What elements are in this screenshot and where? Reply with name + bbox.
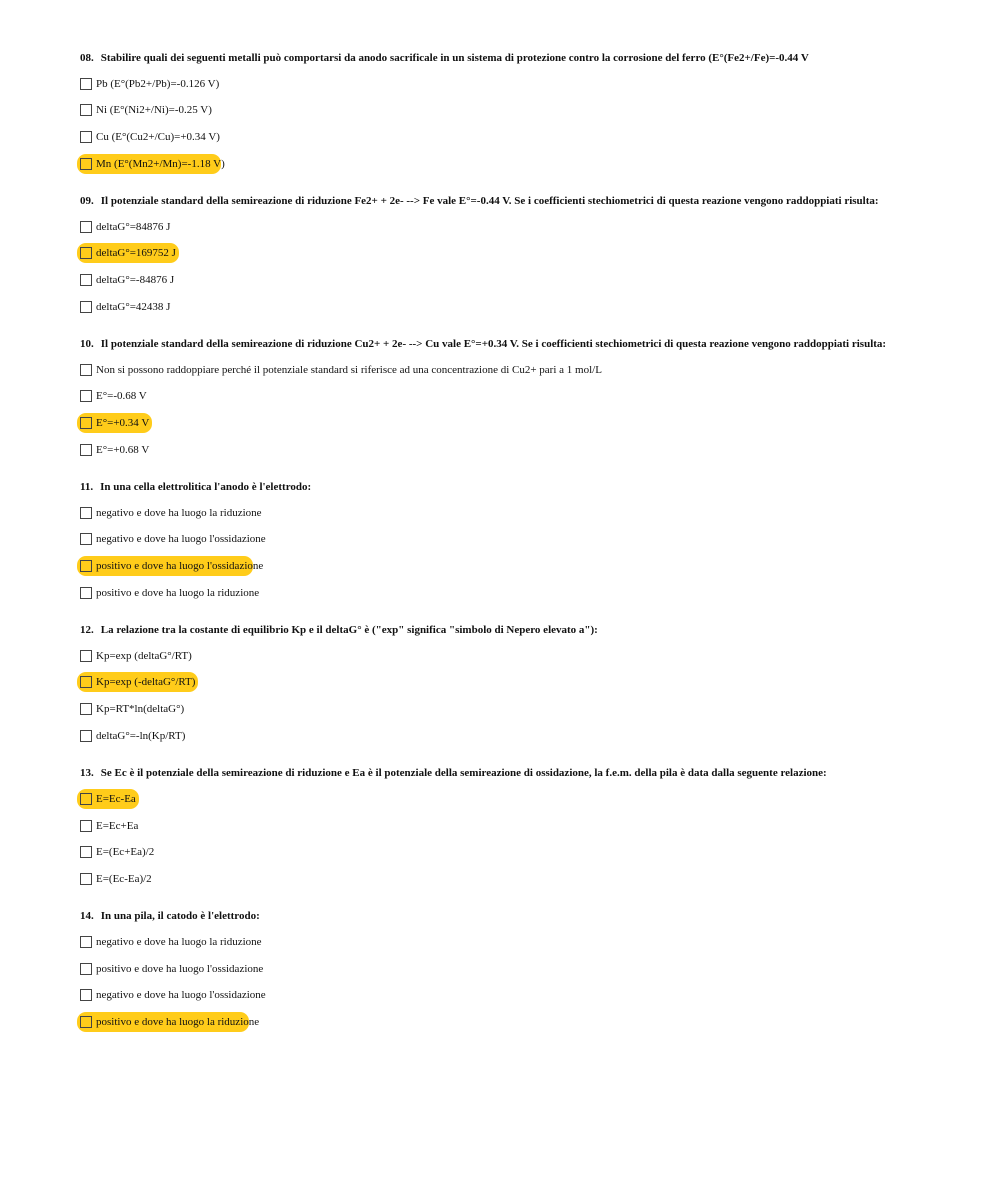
answer-text: Kp=RT*ln(deltaG°): [96, 703, 185, 716]
answer-option[interactable]: [80, 504, 940, 521]
question-text: In una cella elettrolitica l'anodo è l'elettrodo:: [100, 481, 312, 494]
answer-option[interactable]: [80, 271, 940, 288]
answer-option[interactable]: [80, 75, 940, 92]
answer-checkbox[interactable]: [80, 444, 92, 456]
answer-option[interactable]: [80, 987, 940, 1004]
answer-checkbox[interactable]: [80, 301, 92, 313]
answer-option[interactable]: [80, 870, 940, 887]
answer-text: negativo e dove ha luogo la riduzione: [96, 506, 262, 519]
answer-checkbox[interactable]: [80, 650, 92, 662]
answer-label: [95, 219, 173, 235]
answer-text: positivo e dove ha luogo la riduzione: [96, 586, 260, 599]
answer-label: [95, 987, 269, 1003]
answer-text: Cu (E°(Cu2+/Cu)=+0.34 V): [96, 130, 220, 143]
answer-checkbox[interactable]: [80, 274, 92, 286]
answer-label: [95, 791, 139, 807]
answer-option[interactable]: [80, 441, 940, 458]
question-text: Stabilire quali dei seguenti metalli può comportarsi da anodo sacrificale in un sistema di protezione contro la corrosione del ferro (E°(Fe2+/Fe)=-0.44 V: [100, 52, 809, 64]
question-12: [80, 624, 940, 744]
question-text: In una pila, il catodo è l'elettrodo:: [100, 910, 260, 923]
answer-label: [95, 728, 188, 744]
answer-label: [95, 156, 228, 172]
answer-label: [95, 1014, 262, 1030]
answer-label: [95, 961, 266, 977]
answer-label: [95, 362, 605, 378]
answer-option[interactable]: [80, 727, 940, 744]
answer-checkbox[interactable]: [80, 1016, 92, 1028]
answer-label: [95, 245, 179, 261]
answer-checkbox[interactable]: [80, 989, 92, 1001]
question-08: [80, 52, 940, 172]
question-text: Il potenziale standard della semireazione di riduzione Cu2+ + 2e- --> Cu vale E°=+0.34 V. Se i coefficienti stechiometrici di questa reazione vengono raddoppiati risulta:: [100, 338, 887, 351]
answer-option[interactable]: [80, 844, 940, 861]
answer-text: negativo e dove ha luogo l'ossidazione: [96, 533, 266, 546]
answer-label: [95, 585, 262, 601]
answer-text: Pb (E°(Pb2+/Pb)=-0.126 V): [96, 77, 220, 90]
question-number: 11.: [80, 481, 94, 494]
answer-option[interactable]: [80, 218, 940, 235]
answer-label: [95, 129, 223, 145]
quiz-page: [80, 52, 940, 1053]
answer-checkbox[interactable]: [80, 364, 92, 376]
question-11: [80, 481, 940, 601]
answer-checkbox[interactable]: [80, 104, 92, 116]
answer-option[interactable]: [80, 790, 940, 807]
answer-checkbox[interactable]: [80, 846, 92, 858]
answer-text: negativo e dove ha luogo la riduzione: [96, 935, 262, 948]
answer-option[interactable]: [80, 245, 940, 262]
question-number: 08.: [80, 52, 94, 64]
answer-text: E=Ec+Ea: [96, 819, 139, 832]
answer-text: deltaG°=-84876 J: [96, 273, 175, 286]
question-number: 09.: [80, 195, 94, 208]
answer-text: E=(Ec+Ea)/2: [96, 846, 155, 859]
answer-option[interactable]: [80, 933, 940, 950]
answer-text: Ni (E°(Ni2+/Ni)=-0.25 V): [96, 104, 212, 117]
answer-text: E°=+0.68 V: [96, 443, 150, 456]
answer-label: [95, 102, 215, 118]
question-number: 12.: [80, 624, 94, 637]
answer-label: [95, 415, 152, 431]
question-09: [80, 195, 940, 315]
question-number: 14.: [80, 910, 94, 923]
question-13: [80, 767, 940, 887]
answer-option[interactable]: [80, 558, 940, 575]
answer-label: [95, 701, 187, 717]
question-title: [80, 910, 940, 922]
answer-text: deltaG°=84876 J: [96, 220, 171, 233]
answer-option[interactable]: [80, 155, 940, 172]
answer-option[interactable]: [80, 361, 940, 378]
answer-option[interactable]: [80, 817, 940, 834]
answer-label: [95, 558, 266, 574]
answer-label: [95, 871, 155, 887]
answer-text: deltaG°=-ln(Kp/RT): [96, 729, 186, 742]
answer-option[interactable]: [80, 531, 940, 548]
answer-checkbox[interactable]: [80, 730, 92, 742]
question-10: [80, 338, 940, 458]
question-title: [80, 767, 940, 779]
answer-text: positivo e dove ha luogo l'ossidazione: [96, 962, 264, 975]
question-number: 13.: [80, 767, 94, 780]
answer-text: Mn (E°(Mn2+/Mn)=-1.18 V): [96, 157, 225, 170]
answer-text: positivo e dove ha luogo l'ossidazione: [96, 560, 264, 573]
answer-text: E°=-0.68 V: [96, 390, 147, 403]
answer-checkbox[interactable]: [80, 533, 92, 545]
answer-checkbox[interactable]: [80, 221, 92, 233]
answer-checkbox[interactable]: [80, 963, 92, 975]
answer-option[interactable]: [80, 674, 940, 691]
answer-checkbox[interactable]: [80, 820, 92, 832]
answer-label: [95, 648, 195, 664]
question-title: [80, 338, 940, 350]
answer-label: [95, 299, 173, 315]
answer-text: E=Ec-Ea: [96, 792, 136, 805]
answer-checkbox[interactable]: [80, 390, 92, 402]
answer-option[interactable]: [80, 1013, 940, 1030]
answer-option[interactable]: [80, 388, 940, 405]
answer-text: deltaG°=42438 J: [96, 300, 171, 313]
answer-text: negativo e dove ha luogo l'ossidazione: [96, 989, 266, 1002]
answer-text: deltaG°=169752 J: [96, 247, 176, 260]
answer-text: Kp=exp (deltaG°/RT): [96, 649, 192, 662]
answer-checkbox[interactable]: [80, 507, 92, 519]
answer-checkbox[interactable]: [80, 158, 92, 170]
answer-text: E°=+0.34 V: [96, 417, 150, 429]
answer-label: [95, 505, 265, 521]
question-number: 10.: [80, 338, 94, 351]
answer-checkbox[interactable]: [80, 131, 92, 143]
answer-checkbox[interactable]: [80, 587, 92, 599]
question-title: [80, 481, 940, 493]
answer-label: [95, 76, 222, 92]
answer-checkbox[interactable]: [80, 936, 92, 948]
answer-checkbox[interactable]: [80, 873, 92, 885]
question-title: [80, 195, 940, 207]
answer-checkbox[interactable]: [80, 676, 92, 688]
answer-label: [95, 818, 141, 834]
answer-option[interactable]: [80, 701, 940, 718]
answer-checkbox[interactable]: [80, 560, 92, 572]
answer-option[interactable]: [80, 415, 940, 432]
answer-option[interactable]: [80, 960, 940, 977]
question-title: [80, 52, 940, 64]
answer-option[interactable]: [80, 298, 940, 315]
question-text: Se Ec è il potenziale della semireazione di riduzione e Ea è il potenziale della semireazione di ossidazione, la f.e.m. della pila è data dalla seguente relazione:: [100, 767, 827, 780]
answer-label: [95, 844, 157, 860]
answer-text: Non si possono raddoppiare perché il potenziale standard si riferisce ad una concentrazione di Cu2+ pari a 1 mol/L: [96, 363, 602, 376]
answer-option[interactable]: [80, 584, 940, 601]
question-14: [80, 910, 940, 1030]
answer-checkbox[interactable]: [80, 78, 92, 90]
answer-label: [95, 272, 177, 288]
answer-option[interactable]: [80, 128, 940, 145]
answer-option[interactable]: [80, 647, 940, 664]
answer-text: positivo e dove ha luogo la riduzione: [96, 1015, 260, 1028]
answer-label: [95, 531, 269, 547]
question-text: La relazione tra la costante di equilibrio Kp e il deltaG° è ("exp" significa "simbolo di Nepero elevato a"):: [100, 624, 598, 637]
answer-checkbox[interactable]: [80, 247, 92, 259]
answer-checkbox[interactable]: [80, 417, 92, 429]
answer-checkbox[interactable]: [80, 703, 92, 715]
answer-label: [95, 388, 150, 404]
question-text: Il potenziale standard della semireazione di riduzione Fe2+ + 2e- --> Fe vale E°=-0.44 V. Se i coefficienti stechiometrici di questa reazione vengono raddoppiati risulta:: [100, 195, 879, 208]
answer-option[interactable]: [80, 102, 940, 119]
answer-text: Kp=exp (-deltaG°/RT): [96, 676, 196, 689]
answer-label: [95, 442, 152, 458]
answer-label: [95, 934, 265, 950]
answer-label: [95, 674, 198, 690]
question-title: [80, 624, 940, 636]
answer-checkbox[interactable]: [80, 793, 92, 805]
answer-text: E=(Ec-Ea)/2: [96, 872, 152, 885]
